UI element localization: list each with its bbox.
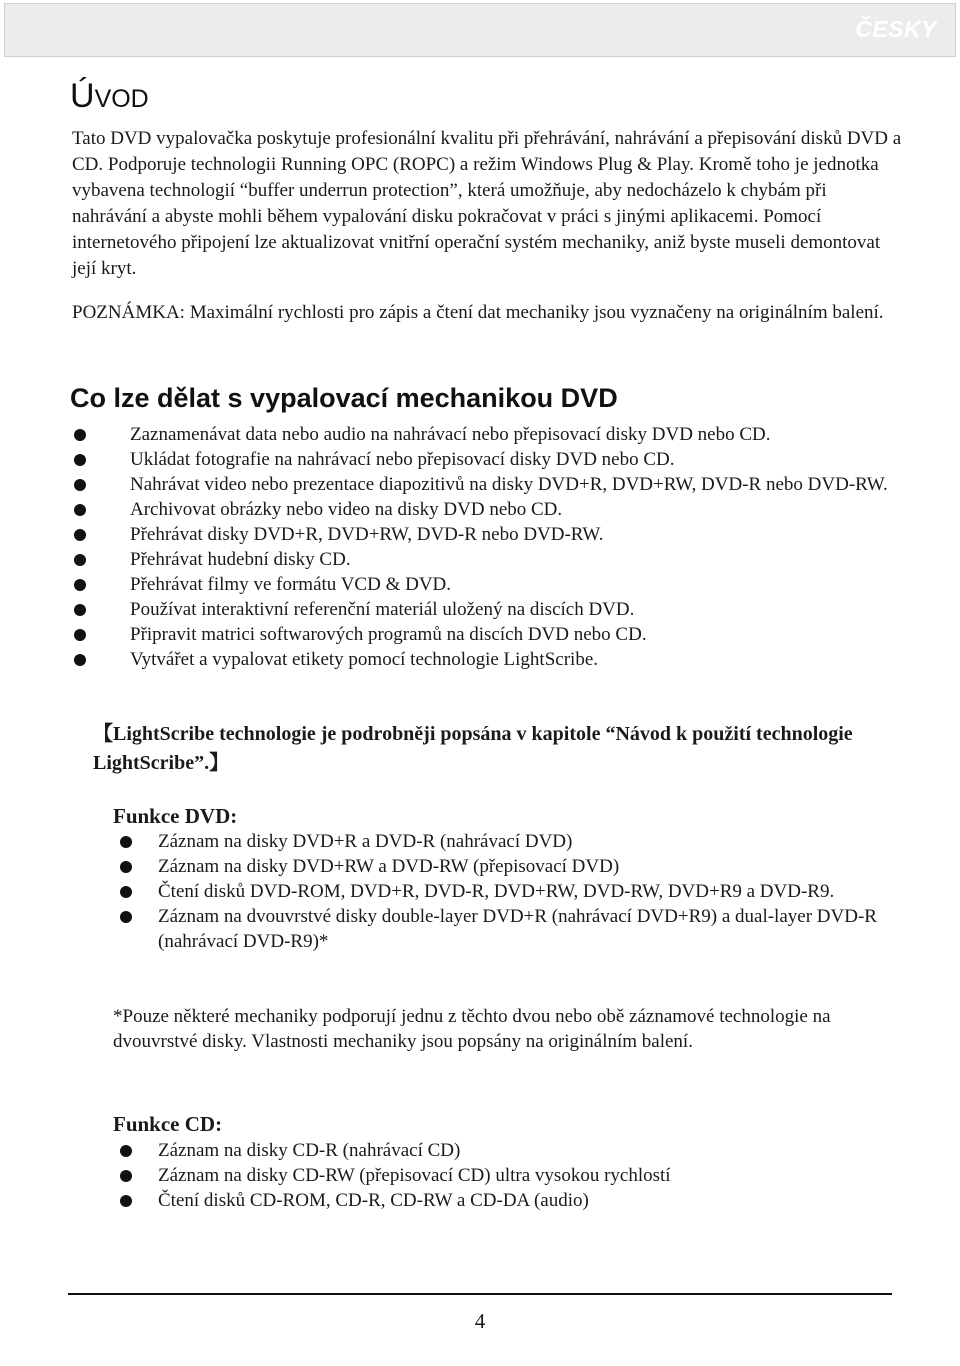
dvd-functions-list <box>118 829 878 954</box>
list-item-text: Záznam na disky CD-RW (přepisovací CD) ultra vysokou rychlostí <box>158 1165 671 1186</box>
page-number: 4 <box>474 1309 486 1333</box>
list-item-text: Záznam na disky CD-R (nahrávací CD) <box>158 1140 461 1161</box>
list-item-text: Ukládat fotografie na nahrávací nebo přepisovací disky DVD nebo CD. <box>130 449 675 470</box>
list-item-text: Používat interaktivní referenční materiál uložený na discích DVD. <box>130 599 635 620</box>
cd-functions-heading: Funkce CD: <box>113 1112 223 1136</box>
bullet-icon <box>74 654 86 666</box>
header-bar <box>4 3 956 57</box>
intro-paragraph <box>72 126 902 282</box>
list-item-text: Přehrávat disky DVD+R, DVD+RW, DVD-R nebo DVD-RW. <box>130 524 604 545</box>
list-item <box>72 572 902 597</box>
dvd-functions-heading: Funkce DVD: <box>113 804 238 828</box>
list-item-text: Zaznamenávat data nebo audio na nahrávací nebo přepisovací disky DVD nebo CD. <box>130 424 771 445</box>
list-item <box>72 422 902 447</box>
title-rest: VOD <box>94 85 149 113</box>
title-first-letter: Ú <box>70 77 95 115</box>
bullet-icon <box>120 1145 132 1157</box>
bullet-icon <box>74 479 86 491</box>
bullet-icon <box>74 629 86 641</box>
bullet-icon <box>120 886 132 898</box>
list-item-text: Záznam na disky DVD+RW a DVD-RW (přepisovací DVD) <box>158 856 620 877</box>
lightscribe-note: 【LightScribe technologie je podrobněji popsána v kapitole “Návod k použití technologie LightScribe”.】 <box>93 723 853 774</box>
list-item-text: Čtení disků DVD-ROM, DVD+R, DVD-R, DVD+RW, DVD-RW, DVD+R9 a DVD-R9. <box>158 881 835 902</box>
list-item <box>118 1163 878 1188</box>
list-item <box>118 879 878 904</box>
list-item-text: Vytvářet a vypalovat etikety pomocí technologie LightScribe. <box>130 649 599 670</box>
list-item <box>72 447 902 472</box>
bullet-icon <box>120 836 132 848</box>
bullet-icon <box>74 529 86 541</box>
list-item-text: Záznam na disky DVD+R a DVD-R (nahrávací DVD) <box>158 831 573 852</box>
bullet-icon <box>74 604 86 616</box>
list-item <box>72 547 902 572</box>
bullet-icon <box>120 911 132 923</box>
dvd-footnote: *Pouze některé mechaniky podporují jednu z těchto dvou nebo obě záznamové technologie na dvouvrstvé disky. Vlastnosti mechaniky jsou popsány na originálním balení. <box>113 1006 831 1052</box>
bullet-icon <box>74 429 86 441</box>
list-item <box>72 647 902 672</box>
section-heading: Co lze dělat s vypalovací mechanikou DVD <box>70 383 618 413</box>
bullet-icon <box>74 454 86 466</box>
list-item <box>118 904 878 954</box>
footer-divider <box>68 1293 892 1295</box>
bullet-icon <box>74 504 86 516</box>
list-item-text: Čtení disků CD-ROM, CD-R, CD-RW a CD-DA (audio) <box>158 1190 589 1211</box>
list-item <box>72 522 902 547</box>
intro-text: Tato DVD vypalovačka poskytuje profesionální kvalitu při přehrávání, nahrávání a přepisování disků DVD a CD. Podporuje technologii Running OPC (ROPC) a režim Windows Plug & Play. Kromě toho je jednotka vybavena technologií “buffer underrun protection”, která umožňuje, aby nedocházelo k chybám při nahrávání a abyste mohli během vypalování disku pokračovat v práci s jinými aplikacemi. <box>72 128 902 227</box>
list-item <box>118 854 878 879</box>
bullet-icon <box>120 1195 132 1207</box>
intro-text-rest: Pomocí internetového připojení lze aktualizovat vnitřní operační systém mechaniky, aniž byste museli demontovat její kryt. <box>72 206 881 279</box>
list-item <box>72 597 902 622</box>
language-label: ČESKY <box>855 16 937 42</box>
bullet-icon <box>120 1170 132 1182</box>
list-item <box>72 622 902 647</box>
list-item <box>72 497 902 522</box>
note-paragraph: POZNÁMKA: Maximální rychlosti pro zápis a čtení dat mechaniky jsou vyznačeny na originálním balení. <box>72 302 884 323</box>
list-item-text: Přehrávat filmy ve formátu VCD & DVD. <box>130 574 452 595</box>
bullet-icon <box>74 554 86 566</box>
list-item <box>118 1138 878 1163</box>
list-item <box>72 472 902 497</box>
list-item-text: Nahrávat video nebo prezentace diapozitivů na disky DVD+R, DVD+RW, DVD-R nebo DVD-RW. <box>130 474 888 495</box>
list-item <box>118 1188 878 1213</box>
features-list <box>72 422 902 672</box>
bullet-icon <box>120 861 132 873</box>
list-item-text: Přehrávat hudební disky CD. <box>130 549 351 570</box>
cd-functions-list <box>118 1138 878 1213</box>
bullet-icon <box>74 579 86 591</box>
list-item-text: Záznam na dvouvrstvé disky double-layer DVD+R (nahrávací DVD+R9) a dual-layer DVD-R (nahrávací DVD-R9)* <box>158 906 877 952</box>
page-title <box>70 78 149 117</box>
list-item <box>118 829 878 854</box>
list-item-text: Archivovat obrázky nebo video na disky DVD nebo CD. <box>130 499 563 520</box>
list-item-text: Připravit matrici softwarových programů na discích DVD nebo CD. <box>130 624 647 645</box>
